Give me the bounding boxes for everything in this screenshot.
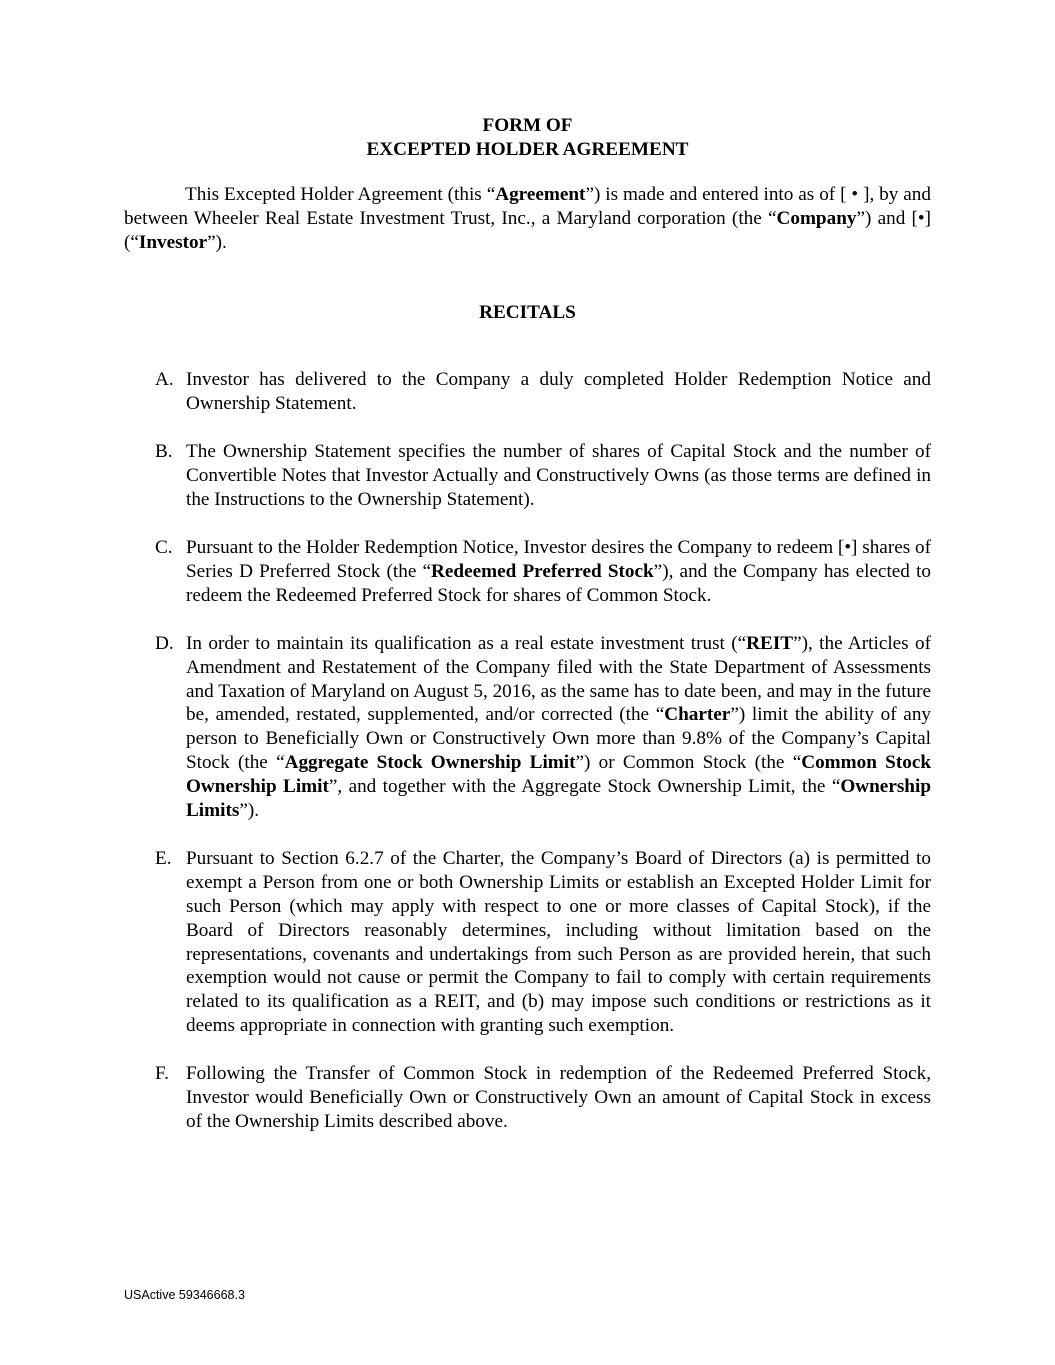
recital-c xyxy=(124,536,931,608)
recitals-list xyxy=(124,368,931,1133)
defined-term-agreement: Agreement xyxy=(495,183,586,205)
recital-text: Pursuant to the Holder Redemption Notice, Investor desires the Company to redeem [•] shares of Series D Preferred Stock (the “ xyxy=(186,536,931,582)
recital-a xyxy=(124,368,931,416)
intro-text-2: ”) is made and entered into as of [ • ], by and between Wheeler Real Estate Investment Trust, Inc., a Maryland corporation (the “ xyxy=(124,183,931,229)
document-title-line-2: EXCEPTED HOLDER AGREEMENT xyxy=(366,138,689,160)
recital-text: Investor has delivered to the Company a duly completed Holder Redemption Notice and Ownership Statement. xyxy=(186,369,931,415)
defined-term-investor: Investor xyxy=(138,231,208,253)
recital-text: ”) limit the ability of any person to Beneficially Own or Constructively Own more than 9.8% of the Company’s Capital Stock (the “ xyxy=(186,704,932,774)
recital-d xyxy=(124,632,931,823)
recital-b xyxy=(124,440,931,512)
defined-term-charter: Charter xyxy=(664,704,731,726)
recital-text: ”), and the Company has elected to redeem the Redeemed Preferred Stock for shares of Common Stock. xyxy=(186,560,931,606)
intro-text-4: ”). xyxy=(207,231,227,253)
recital-marker: D. xyxy=(155,632,174,654)
recital-marker: C. xyxy=(155,536,173,558)
recital-text: ”, and together with the Aggregate Stock Ownership Limit, the “ xyxy=(328,776,841,798)
recitals-heading: RECITALS xyxy=(479,301,576,323)
document-title-line-1: FORM OF xyxy=(482,115,573,136)
recital-text: In order to maintain its qualification as a real estate investment trust (“ xyxy=(186,632,747,654)
document-page xyxy=(124,114,931,1158)
recital-marker: E. xyxy=(155,847,172,869)
recital-text: ”). xyxy=(239,800,260,822)
recital-marker: B. xyxy=(155,441,173,463)
intro-text-3: ”) and [•] (“ xyxy=(124,207,932,253)
recital-text: Following the Transfer of Common Stock in redemption of the Redeemed Preferred Stock, Investor would Beneficially Own or Constructively Own an amount of Capital Stock in excess of the Ownership Limits described above. xyxy=(186,1063,931,1132)
defined-term-aggregate-stock-ownership-limit: Aggregate Stock Ownership Limit xyxy=(284,752,576,774)
recital-text: Pursuant to Section 6.2.7 of the Charter, the Company’s Board of Directors (a) is permitted to exempt a Person from one or both Ownership Limits or establish an Excepted Holder Limit for such Person (which may apply with respect to one or more classes of Capital Stock), if the Board of Directors reasonably determines, including without limitation based on the representations, covenants and undertakings from such Person as are provided herein, that such exemption would not cause or permit the Company to fail to comply with certain requirements related to its qualification as a REIT, and (b) may impose such conditions or restrictions as it deems appropriate in connection with granting such exemption. xyxy=(186,847,931,1037)
footer-document-id: USActive 59346668.3 xyxy=(124,1288,245,1302)
intro-text-1: This Excepted Holder Agreement (this “ xyxy=(185,183,496,205)
defined-term-redeemed-preferred-stock: Redeemed Preferred Stock xyxy=(431,560,654,582)
recital-text: ”), the Articles of Amendment and Restatement of the Company filed with the State Department of Assessments and Taxation of Maryland on August 5, 2016, as the same has to date been, and may in the future be, amended, restated, supplemented, and/or corrected (the “ xyxy=(186,632,931,726)
defined-term-company: Company xyxy=(776,207,857,229)
recital-text: The Ownership Statement specifies the number of shares of Capital Stock and the number of Convertible Notes that Investor Actually and Constructively Owns (as those terms are defined in the Instructions to the Ownership Statement). xyxy=(186,441,931,511)
intro-paragraph xyxy=(124,183,931,255)
recital-f xyxy=(124,1062,931,1134)
defined-term-ownership-limits: Ownership Limits xyxy=(186,776,931,822)
defined-term-reit: REIT xyxy=(746,632,794,654)
recital-text: ”) or Common Stock (the “ xyxy=(575,752,802,774)
recital-e xyxy=(124,847,931,1038)
recital-marker: A. xyxy=(155,369,174,391)
defined-term-common-stock-ownership-limit: Common Stock Ownership Limit xyxy=(186,752,932,798)
recital-marker: F. xyxy=(155,1063,169,1085)
